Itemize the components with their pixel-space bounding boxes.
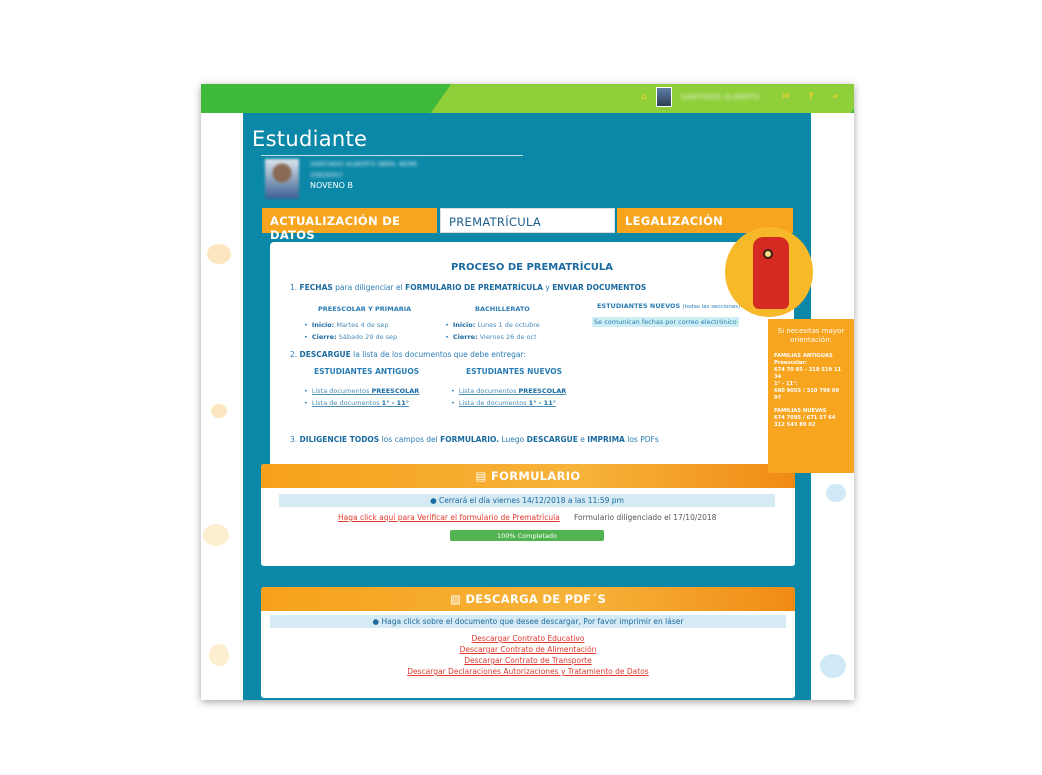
descarga-links [261,633,795,677]
step-text: e [577,435,588,444]
verificar-formulario-link[interactable]: Haga click aquí para Verificar el formulario de Prematrícula [338,513,560,522]
col-head-preescolar: PREESCOLAR Y PRIMARIA [318,305,412,313]
robot-body [753,237,789,309]
step-keyword: DILIGENCIE TODOS [299,435,380,444]
robot-eye [763,249,773,259]
link-text[interactable]: Lista de documentos [311,399,382,407]
link-keyword[interactable]: 1° - 11° [528,399,556,407]
nuevos-note: Se comunican fechas por correo electrónico [594,318,737,326]
main-content [243,113,811,700]
step-keyword: DESCARGUE [299,350,351,359]
descarga-link-item[interactable] [261,666,795,677]
link-antiguos-grados[interactable] [304,399,409,407]
descarga-info-text: Haga click sobre el documento que desee descargar, Por favor imprimir en láser [381,617,684,626]
step-2 [290,350,526,359]
col-head-nuevos-2: ESTUDIANTES NUEVOS [466,367,563,376]
student-name: SANTIAGO ALBERTO ABRIL NEME [310,160,418,168]
col-head-bachillerato: BACHILLERATO [475,305,530,313]
pdf-icon: ▧ [449,592,466,606]
step-text: para diligenciar el [332,283,406,292]
step-number: 1. [290,283,298,292]
info-icon: ● [372,617,382,626]
descarga-info-bar [270,615,786,628]
formulario-status: Formulario diligenciado el 17/10/2018 [574,513,717,522]
help-icon[interactable]: ? [808,92,814,102]
link-text[interactable]: Lista documentos [458,387,519,395]
user-name[interactable]: SANTIAGO ALBERTO [681,93,760,101]
date-value: Martes 4 de sep [336,321,389,329]
step-1 [290,283,646,292]
info-icon: ● [430,496,440,505]
descarga-link-item[interactable] [261,633,795,644]
browser-page [201,84,854,700]
tab-prematricula[interactable]: PREMATRÍCULA [440,208,615,233]
title-divider [261,155,523,156]
student-id: 20839457 [310,171,344,179]
proceso-card [270,242,794,472]
bach-cierre [445,333,537,341]
logout-icon[interactable]: ⇥ [830,92,838,102]
date-value: Sábado 29 de sep [338,333,398,341]
student-photo [265,159,299,199]
cierre-label: Cierre: [311,333,337,341]
step-3 [290,435,659,444]
descarga-header [261,587,795,611]
descarga-link-item[interactable] [261,655,795,666]
help-antiguas-line: 674 70 85 - 318 519 11 34 [774,367,842,380]
step-keyword: FORMULARIO DE PREMATRÍCULA [405,283,543,292]
tab-actualizacion-datos[interactable]: ACTUALIZACIÓN DE DATOS [262,208,437,233]
date-value: Viernes 26 de oct [479,333,537,341]
link-antiguos-preescolar[interactable] [304,387,419,395]
nuevos-head-text: ESTUDIANTES NUEVOS [597,302,681,310]
formulario-header [261,464,795,488]
descarga-link-item[interactable] [261,644,795,655]
step-text: la lista de los documentos que debe entregar: [350,350,526,359]
link-keyword[interactable]: PREESCOLAR [518,387,567,395]
nuevos-sub-text: (todas las secciones) [682,304,741,310]
student-grade: NOVENO B [310,181,353,190]
user-avatar[interactable] [656,87,672,107]
link-nuevos-preescolar[interactable] [451,387,566,395]
link-text[interactable]: Lista documentos [311,387,372,395]
step-number: 3. [290,435,298,444]
page-title: Estudiante [252,127,368,151]
splash-dot [203,524,229,546]
step-keyword: IMPRIMA [587,435,625,444]
step-keyword: FORMULARIO. [440,435,500,444]
cierre-label: Cierre: [452,333,478,341]
mail-icon[interactable]: ✉ [782,92,790,102]
step-keyword: DESCARGUE [526,435,578,444]
help-antiguas-line: Preescolar: [774,360,808,366]
top-navbar [201,84,854,113]
step-keyword: FECHAS [299,283,333,292]
splash-dot [820,654,846,678]
date-value: Lunes 1 de octubre [477,321,540,329]
splash-dot [826,484,846,502]
help-antiguas-line: 1° - 11°: [774,381,798,387]
link-keyword[interactable]: 1° - 11° [381,399,409,407]
splash-dot [209,644,229,666]
help-antiguas-line: 680 9055 / 310 799 09 97 [774,388,840,401]
help-robot-illustration [725,227,813,317]
help-nuevas-head: FAMILIAS NUEVAS [774,408,827,414]
decorative-splash-left [201,224,243,694]
help-panel [768,319,854,473]
inicio-label: Inicio: [452,321,476,329]
link-text[interactable]: Lista de documentos [458,399,529,407]
pre-cierre [304,333,397,341]
pre-inicio [304,321,389,329]
descarga-contrato-alimentacion-link[interactable]: Descargar Contrato de Alimentación [459,645,597,654]
progress-bar: 100% Completado [450,530,604,541]
bach-inicio [445,321,540,329]
formulario-title: FORMULARIO [491,469,581,483]
descarga-contrato-educativo-link[interactable]: Descargar Contrato Educativo [471,634,585,643]
descarga-section [261,587,795,698]
step-text: los campos del [379,435,441,444]
splash-dot [211,404,227,418]
link-keyword[interactable]: PREESCOLAR [371,387,420,395]
tab-legalizacion[interactable]: LEGALIZACIÓN [617,208,793,233]
inicio-label: Inicio: [311,321,335,329]
step-number: 2. [290,350,298,359]
formulario-info-text: Cerrará el día viernes 14/12/2018 a las 11:59 pm [439,496,624,505]
splash-dot [207,244,231,264]
form-icon: ▤ [475,469,492,483]
home-icon[interactable]: ⌂ [641,92,647,102]
col-head-antiguos: ESTUDIANTES ANTIGUOS [314,367,420,376]
descarga-title: DESCARGA DE PDF´S [465,592,607,606]
help-title: Si necesitas mayor orientación: [777,327,845,344]
help-nuevas-line: 674 7095 / 671 57 64 [774,415,836,421]
descarga-declaraciones-link[interactable]: Descargar Declaraciones Autorizaciones y Tratamiento de Datos [407,667,649,676]
spacer [774,345,848,353]
step-keyword: ENVIAR DOCUMENTOS [552,283,647,292]
help-nuevas-line: 312 543 89 02 [774,422,816,428]
formulario-section [261,464,795,566]
formulario-info-bar [279,494,775,507]
step-text: Luego [499,435,527,444]
col-head-nuevos [597,302,740,310]
proceso-title: PROCESO DE PREMATRÍCULA [450,262,614,273]
help-antiguas-head: FAMILIAS ANTIGUAS [774,353,833,359]
descarga-contrato-transporte-link[interactable]: Descargar Contrato de Transporte [464,656,592,665]
step-text: los PDFs [624,435,659,444]
step-text: y [542,283,553,292]
link-nuevos-grados[interactable] [451,399,556,407]
